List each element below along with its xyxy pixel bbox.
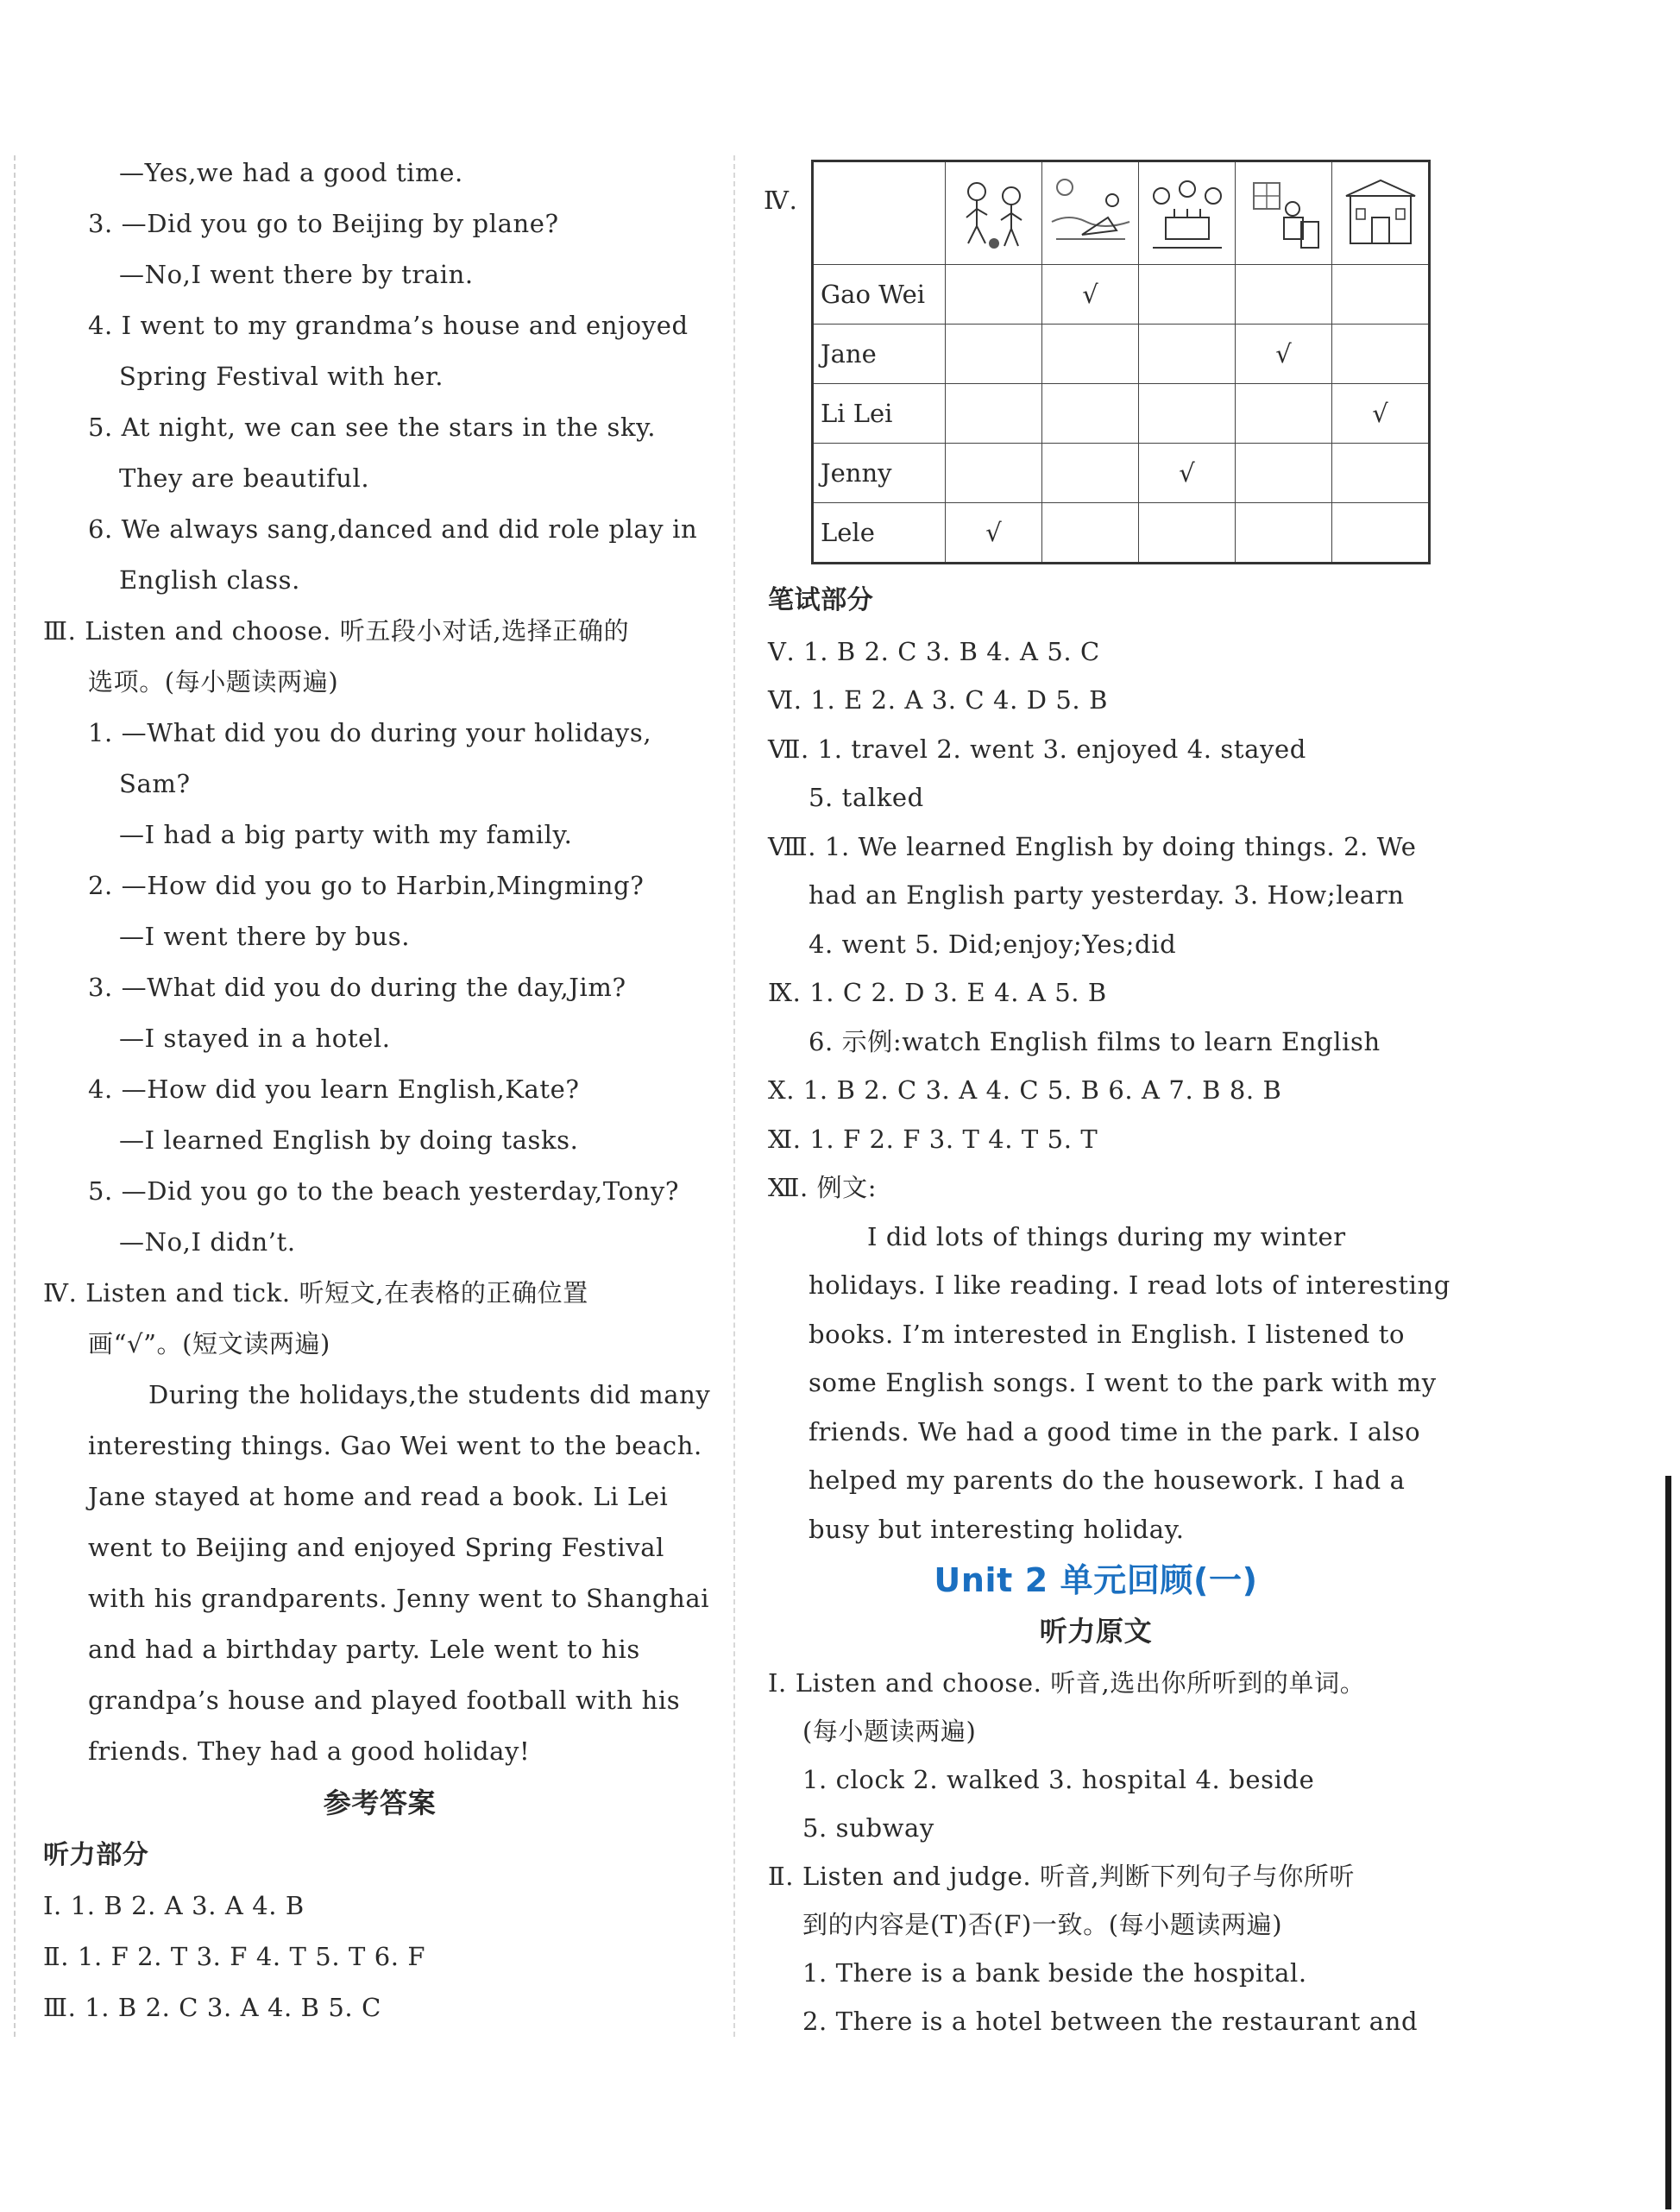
answer-line: 4. went 5. Did;enjoy;Yes;did [809, 930, 1177, 959]
text-line: interesting things. Gao Wei went to the beach. [88, 1431, 702, 1460]
tick-cell [1236, 384, 1332, 444]
text-line: 4. —How did you learn English,Kate? [88, 1074, 580, 1104]
essay-line: holidays. I like reading. I read lots of interesting [809, 1270, 1450, 1300]
text-line: During the holidays,the students did many [148, 1380, 711, 1409]
answers-title: 参考答案 [323, 1787, 437, 1819]
birthday-party-icon [1144, 170, 1230, 256]
home-reading-icon [1241, 170, 1327, 256]
empty-corner-cell [813, 161, 946, 265]
text-line: 5. At night, we can see the stars in the sky. [88, 413, 657, 442]
text-line: 5. —Did you go to the beach yesterday,Tony? [88, 1176, 680, 1206]
picture-row [813, 161, 1430, 265]
section-heading: Ⅲ. Listen and choose. 听五段小对话,选择正确的 [43, 616, 630, 646]
section-heading: Ⅰ. Listen and choose. 听音,选出你所听到的单词。 [768, 1668, 1366, 1698]
student-name: Jenny [813, 444, 946, 503]
student-name: Jane [813, 325, 946, 384]
tick-cell [1042, 325, 1139, 384]
text-line: 2. —How did you go to Harbin,Mingming? [88, 871, 645, 900]
tick-mark: √ [1236, 325, 1332, 384]
tick-cell [946, 444, 1042, 503]
text-line: grandpa’s house and played football with his [88, 1686, 681, 1715]
answer-line: Ⅱ. 1. F 2. T 3. F 4. T 5. T 6. F [43, 1942, 426, 1971]
tick-cell [1236, 265, 1332, 325]
left-margin-dashed-line [14, 155, 16, 2037]
tick-cell [1332, 325, 1430, 384]
picture-cell [1236, 161, 1332, 265]
answer-line: had an English party yesterday. 3. How;learn [809, 880, 1405, 910]
tick-mark: √ [1139, 444, 1236, 503]
tick-cell [1236, 503, 1332, 564]
answer-line: Ⅸ. 1. C 2. D 3. E 4. A 5. B [768, 978, 1107, 1007]
football-kids-icon [951, 170, 1037, 256]
tick-cell [1139, 265, 1236, 325]
text-line: friends. They had a good holiday! [88, 1736, 531, 1766]
text-line: with his grandparents. Jenny went to Shanghai [88, 1584, 710, 1613]
essay-line: books. I’m interested in English. I listened to [809, 1320, 1406, 1349]
text-line: 2. There is a hotel between the restaurant and [802, 2007, 1419, 2036]
unit-title: Unit 2 单元回顾(一) [934, 1561, 1258, 1599]
table-label: Ⅳ. [764, 186, 798, 215]
text-line: They are beautiful. [119, 463, 370, 493]
tick-cell [1332, 444, 1430, 503]
text-line: Spring Festival with her. [119, 362, 444, 391]
text-line: 3. —What did you do during the day,Jim? [88, 973, 626, 1002]
text-line: Jane stayed at home and read a book. Li Lei [88, 1482, 669, 1511]
table-row [813, 384, 1430, 444]
answer-line: Ⅶ. 1. travel 2. went 3. enjoyed 4. stayed [768, 734, 1306, 764]
student-name: Lele [813, 503, 946, 564]
essay-line: friends. We had a good time in the park. I also [809, 1417, 1421, 1446]
tick-cell [946, 265, 1042, 325]
text-line: 选项。(每小题读两遍) [88, 667, 339, 696]
picture-cell [946, 161, 1042, 265]
text-line: —Yes,we had a good time. [119, 158, 463, 187]
essay-line: busy but interesting holiday. [809, 1515, 1185, 1544]
answer-line: Ⅲ. 1. B 2. C 3. A 4. B 5. C [43, 1993, 381, 2022]
tick-cell [1236, 444, 1332, 503]
table-row [813, 265, 1430, 325]
answer-line: Ⅷ. 1. We learned English by doing things. 2. We [768, 832, 1417, 861]
picture-cell [1139, 161, 1236, 265]
student-name: Gao Wei [813, 265, 946, 325]
text-line: 1. There is a bank beside the hospital. [802, 1958, 1307, 1988]
answer-line: Ⅺ. 1. F 2. F 3. T 4. T 5. T [768, 1125, 1098, 1154]
answer-line: Ⅴ. 1. B 2. C 3. B 4. A 5. C [768, 637, 1100, 666]
tick-cell [1332, 265, 1430, 325]
table-row [813, 325, 1430, 384]
tick-cell [1042, 503, 1139, 564]
text-line: —I went there by bus. [119, 922, 411, 951]
student-name: Li Lei [813, 384, 946, 444]
text-line: 到的内容是(T)否(F)一致。(每小题读两遍) [802, 1910, 1283, 1939]
tick-cell [1139, 503, 1236, 564]
text-line: 3. —Did you go to Beijing by plane? [88, 209, 559, 238]
answer-line: Ⅻ. 例文: [768, 1173, 878, 1202]
text-line: —I stayed in a hotel. [119, 1024, 391, 1053]
picture-cell [1332, 161, 1430, 265]
written-part-heading: 笔试部分 [768, 585, 874, 615]
tick-cell [1139, 384, 1236, 444]
text-line: English class. [119, 565, 300, 595]
tick-mark: √ [1042, 265, 1139, 325]
text-line: 6. We always sang,danced and did role play in [88, 514, 698, 544]
text-line: 5. subway [802, 1813, 934, 1843]
section-heading: Ⅳ. Listen and tick. 听短文,在表格的正确位置 [43, 1278, 588, 1308]
script-title: 听力原文 [1039, 1615, 1153, 1648]
essay-line: helped my parents do the housework. I had a [809, 1465, 1406, 1495]
text-line: (每小题读两遍) [802, 1717, 977, 1746]
text-line: 1. clock 2. walked 3. hospital 4. beside [802, 1765, 1315, 1794]
listening-part-heading: 听力部分 [43, 1840, 149, 1870]
tick-mark: √ [1332, 384, 1430, 444]
tick-cell [946, 384, 1042, 444]
binding-edge [1665, 1476, 1671, 2209]
text-line: —I learned English by doing tasks. [119, 1125, 579, 1155]
text-line: —I had a big party with my family. [119, 820, 573, 849]
answer-line: 6. 示例:watch English films to learn English [809, 1027, 1381, 1056]
beijing-gate-icon [1337, 170, 1424, 256]
table-row [813, 444, 1430, 503]
section-heading: Ⅱ. Listen and judge. 听音,判断下列句子与你所听 [768, 1862, 1356, 1891]
tick-cell [1042, 384, 1139, 444]
tick-cell [1042, 444, 1139, 503]
text-line: —No,I didn’t. [119, 1227, 296, 1257]
tick-cell [1332, 503, 1430, 564]
text-line: 1. —What did you do during your holidays, [88, 718, 652, 747]
answer-line: 5. talked [809, 783, 924, 812]
tick-table [811, 160, 1431, 564]
essay-line: some English songs. I went to the park with my [809, 1368, 1437, 1397]
picture-cell [1042, 161, 1139, 265]
text-line: and had a birthday party. Lele went to his [88, 1635, 640, 1664]
answer-line: Ⅵ. 1. E 2. A 3. C 4. D 5. B [768, 685, 1108, 715]
tick-cell [1139, 325, 1236, 384]
text-line: Sam? [119, 769, 191, 798]
column-divider-dashed-line [733, 155, 735, 2037]
answer-line: Ⅰ. 1. B 2. A 3. A 4. B [43, 1891, 305, 1920]
table-row [813, 503, 1430, 564]
text-line: —No,I went there by train. [119, 260, 474, 289]
text-line: 画“√”。(短文读两遍) [88, 1329, 330, 1358]
essay-line: I did lots of things during my winter [867, 1222, 1346, 1251]
tick-mark: √ [946, 503, 1042, 564]
beach-icon [1048, 170, 1134, 256]
text-line: went to Beijing and enjoyed Spring Festival [88, 1533, 664, 1562]
answer-line: Ⅹ. 1. B 2. C 3. A 4. C 5. B 6. A 7. B 8. B [768, 1075, 1282, 1105]
tick-cell [946, 325, 1042, 384]
text-line: 4. I went to my grandma’s house and enjoyed [88, 311, 689, 340]
